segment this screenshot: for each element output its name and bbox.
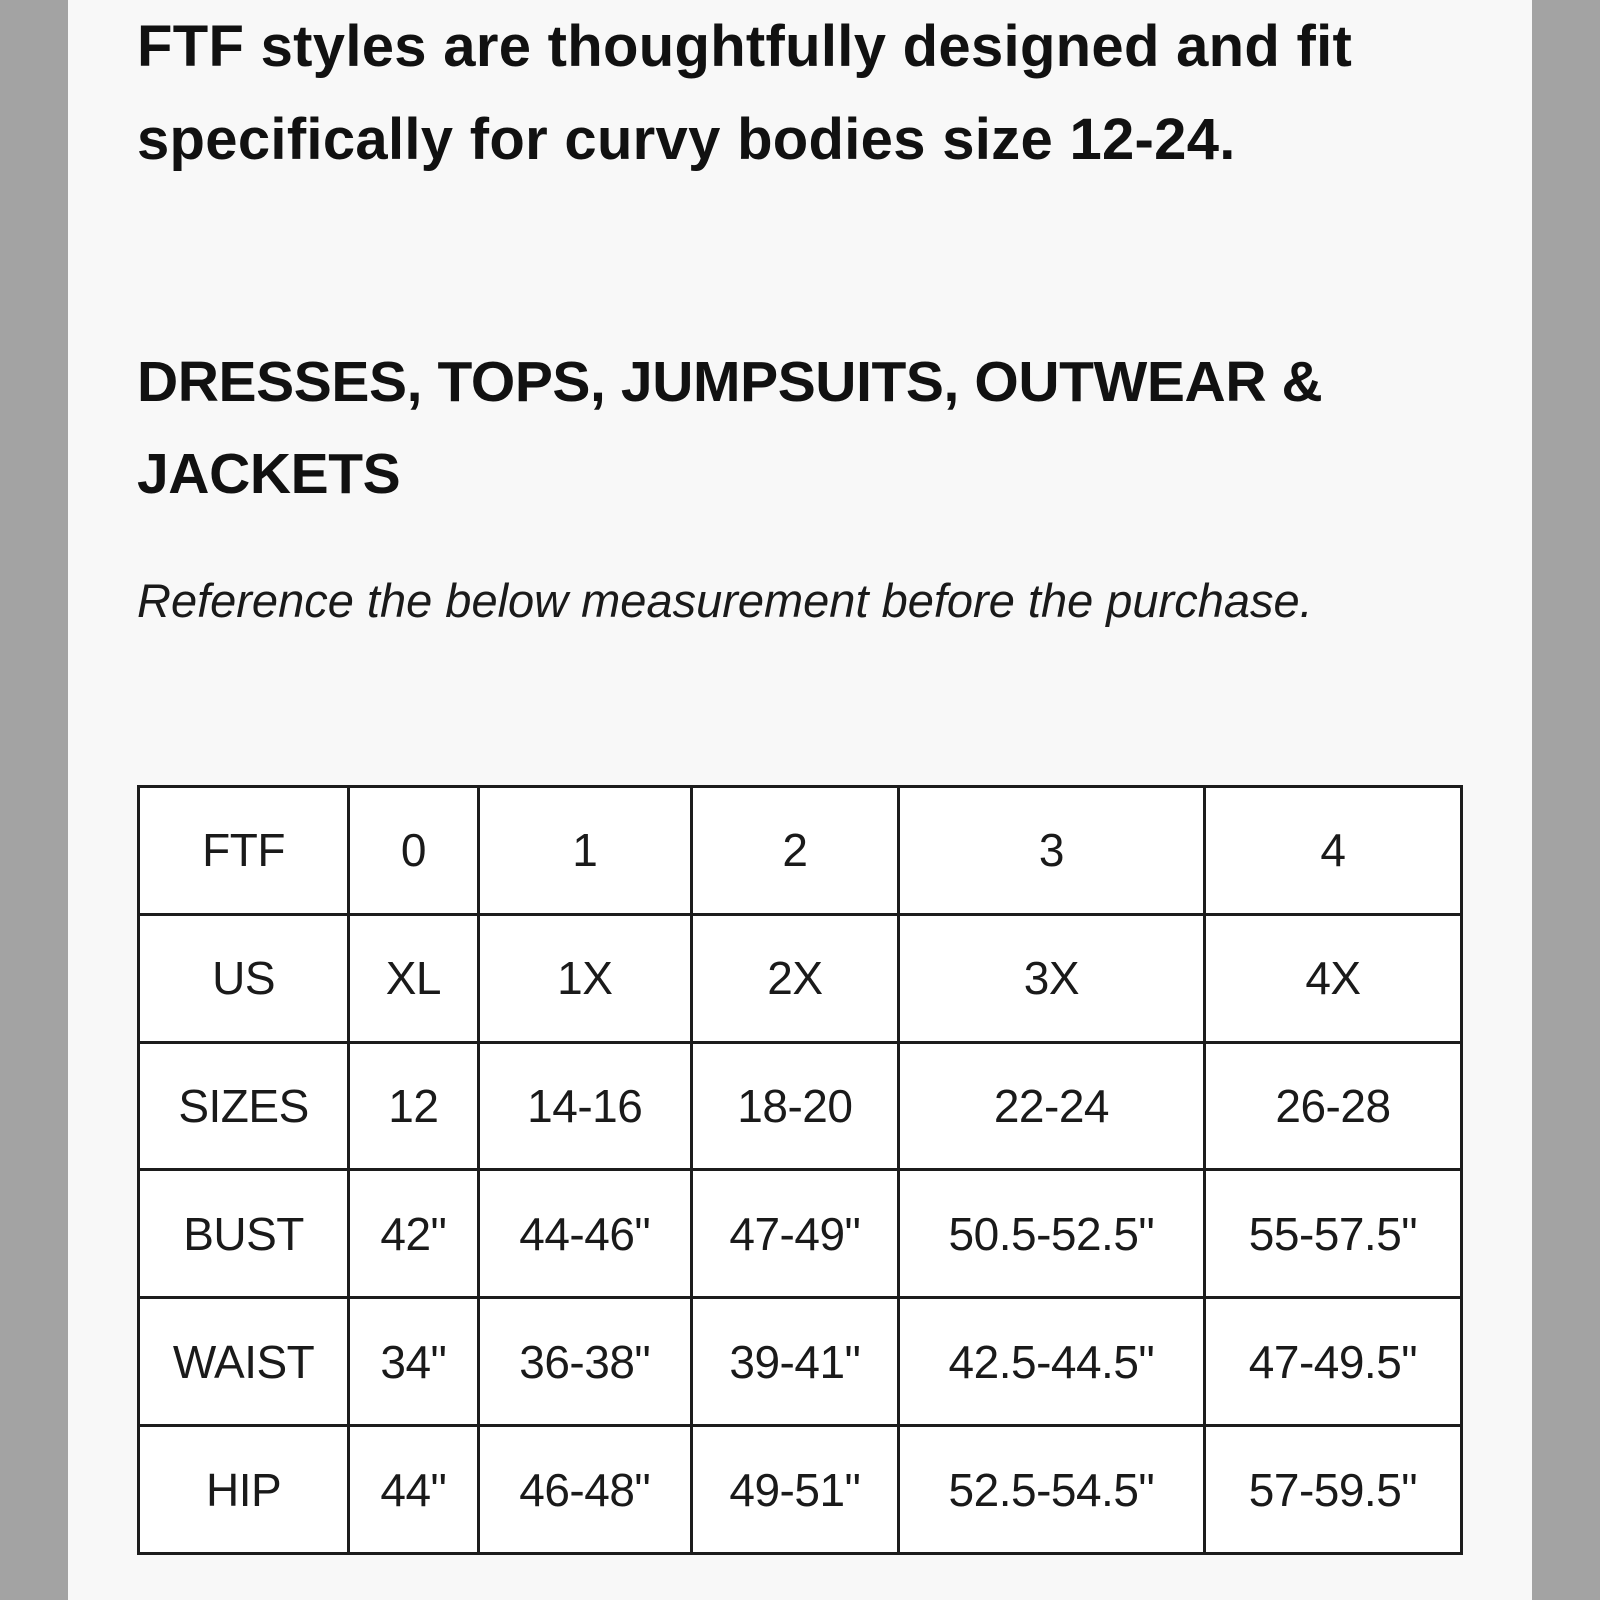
- size-value-cell: 4: [1204, 787, 1461, 915]
- size-guide-page: [68, 0, 1532, 1600]
- size-value-cell: XL: [349, 914, 479, 1042]
- size-chart-row-us: [139, 914, 1462, 1042]
- size-value-cell: 3: [898, 787, 1204, 915]
- size-value-cell: 55-57.5": [1204, 1170, 1461, 1298]
- size-value-cell: 18-20: [691, 1042, 898, 1170]
- size-value-cell: 44": [349, 1426, 479, 1554]
- row-label-cell: SIZES: [139, 1042, 349, 1170]
- intro-text: FTF styles are thoughtfully designed and fit specifically for curvy bodies size 12-24.: [137, 14, 1353, 172]
- size-value-cell: 22-24: [898, 1042, 1204, 1170]
- size-value-cell: 46-48": [478, 1426, 691, 1554]
- size-value-cell: 1: [478, 787, 691, 915]
- size-value-cell: 12: [349, 1042, 479, 1170]
- size-value-cell: 42": [349, 1170, 479, 1298]
- size-value-cell: 0: [349, 787, 479, 915]
- size-value-cell: 34": [349, 1298, 479, 1426]
- size-chart-row-hip: [139, 1426, 1462, 1554]
- size-chart-row-waist: [139, 1298, 1462, 1426]
- size-value-cell: 14-16: [478, 1042, 691, 1170]
- size-chart-table: [137, 785, 1463, 1555]
- size-value-cell: 50.5-52.5": [898, 1170, 1204, 1298]
- size-value-cell: 57-59.5": [1204, 1426, 1461, 1554]
- row-label-cell: FTF: [139, 787, 349, 915]
- size-value-cell: 26-28: [1204, 1042, 1461, 1170]
- size-value-cell: 47-49": [691, 1170, 898, 1298]
- size-value-cell: 4X: [1204, 914, 1461, 1042]
- row-label-cell: HIP: [139, 1426, 349, 1554]
- section-heading: DRESSES, TOPS, JUMPSUITS, OUTWEAR & JACKETS: [137, 350, 1323, 506]
- row-label-cell: WAIST: [139, 1298, 349, 1426]
- size-chart-row-sizes: [139, 1042, 1462, 1170]
- size-value-cell: 1X: [478, 914, 691, 1042]
- size-value-cell: 52.5-54.5": [898, 1426, 1204, 1554]
- size-value-cell: 47-49.5": [1204, 1298, 1461, 1426]
- size-value-cell: 49-51": [691, 1426, 898, 1554]
- size-chart-body: [139, 787, 1462, 1554]
- row-label-cell: US: [139, 914, 349, 1042]
- size-value-cell: 42.5-44.5": [898, 1298, 1204, 1426]
- size-value-cell: 2X: [691, 914, 898, 1042]
- size-value-cell: 2: [691, 787, 898, 915]
- row-label-cell: BUST: [139, 1170, 349, 1298]
- size-value-cell: 3X: [898, 914, 1204, 1042]
- size-chart-row-ftf: [139, 787, 1462, 915]
- measurement-note: Reference the below measurement before the purchase.: [137, 574, 1313, 627]
- size-value-cell: 44-46": [478, 1170, 691, 1298]
- size-chart-row-bust: [139, 1170, 1462, 1298]
- size-value-cell: 39-41": [691, 1298, 898, 1426]
- size-value-cell: 36-38": [478, 1298, 691, 1426]
